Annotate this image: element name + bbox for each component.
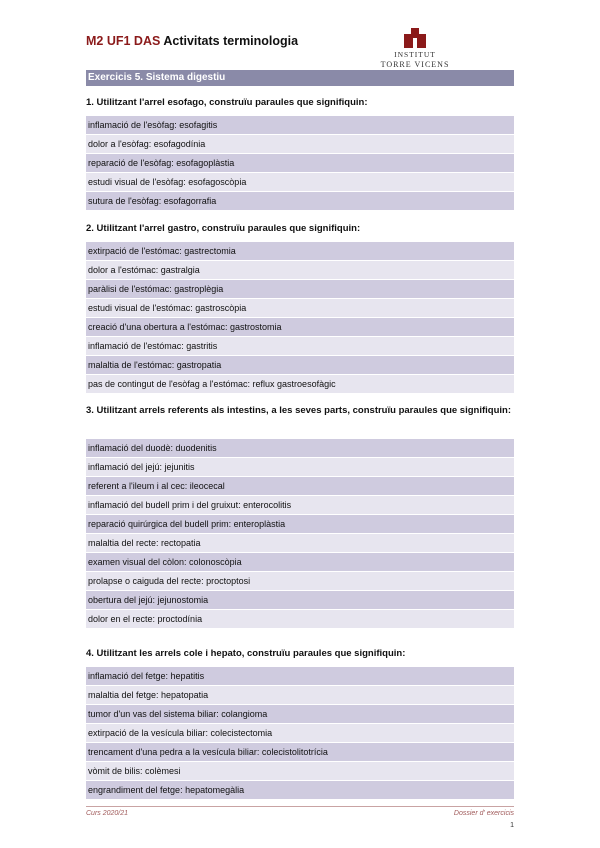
answer-row: paràlisi de l'estómac: gastroplègia	[86, 280, 514, 298]
question-3-prompt: 3. Utilitzant arrels referents als intestins, a les seves parts, construïu paraules que signifiquin:	[86, 405, 511, 416]
answer-row: inflamació de l'esòfag: esofagitis	[86, 116, 514, 134]
document-title: Activitats terminologia	[163, 34, 299, 48]
answer-row: sutura de l'esòfag: esofagorrafia	[86, 192, 514, 210]
answer-row: extirpació de l'estómac: gastrectomia	[86, 242, 514, 260]
question-1-answers	[86, 116, 514, 211]
answer-row: estudi visual de l'esòfag: esofagoscòpia	[86, 173, 514, 191]
logo-text-line2: TORRE VICENS	[380, 60, 450, 69]
answer-row: dolor a l'esòfag: esofagodínia	[86, 135, 514, 153]
answer-row: inflamació del jejú: jejunitis	[86, 458, 514, 476]
answer-row: inflamació de l'estómac: gastritis	[86, 337, 514, 355]
question-3-answers	[86, 439, 514, 629]
page-number: 1	[510, 822, 514, 829]
institute-logo	[380, 28, 450, 72]
answer-row: obertura del jejú: jejunostomia	[86, 591, 514, 609]
question-4-prompt: 4. Utilitzant les arrels cole i hepato, construïu paraules que signifiquin:	[86, 648, 406, 659]
answer-row: engrandiment del fetge: hepatomegàlia	[86, 781, 514, 799]
answer-row: inflamació del fetge: hepatitis	[86, 667, 514, 685]
question-2-answers	[86, 242, 514, 394]
document-header	[86, 34, 298, 48]
footer-course: Curs 2020/21	[86, 810, 129, 817]
answer-row: creació d'una obertura a l'estómac: gastrostomia	[86, 318, 514, 336]
answer-row: malaltia del fetge: hepatopatia	[86, 686, 514, 704]
answer-row: pas de contingut de l'esòfag a l'estómac: reflux gastroesofàgic	[86, 375, 514, 393]
answer-row: malaltia del recte: rectopatia	[86, 534, 514, 552]
tower-icon	[402, 28, 428, 48]
answer-row: tumor d'un vas del sistema biliar: colangioma	[86, 705, 514, 723]
answer-row: extirpació de la vesícula biliar: colecistectomia	[86, 724, 514, 742]
question-2-prompt: 2. Utilitzant l'arrel gastro, construïu paraules que signifiquin:	[86, 223, 361, 234]
answer-row: reparació quirúrgica del budell prim: enteroplàstia	[86, 515, 514, 533]
question-1-prompt: 1. Utilitzant l'arrel esofago, construïu paraules que signifiquin:	[86, 97, 368, 108]
logo-text-line1: INSTITUT	[394, 50, 436, 59]
answer-row: reparació de l'esòfag: esofagoplàstia	[86, 154, 514, 172]
answer-row: dolor en el recte: proctodínia	[86, 610, 514, 628]
answer-row: examen visual del còlon: colonoscòpia	[86, 553, 514, 571]
answer-row: dolor a l'estómac: gastralgia	[86, 261, 514, 279]
question-4-answers	[86, 667, 514, 800]
answer-row: inflamació del budell prim i del gruixut: enterocolitis	[86, 496, 514, 514]
footer-dossier: Dossier d' exercicis	[453, 810, 514, 817]
answer-row: trencament d'una pedra a la vesícula biliar: colecistolitotrícia	[86, 743, 514, 761]
answer-row: estudi visual de l'estómac: gastroscòpia	[86, 299, 514, 317]
module-code: M2 UF1 DAS	[86, 34, 161, 48]
answer-row: prolapse o caiguda del recte: proctoptosi	[86, 572, 514, 590]
answer-row: referent a l'ileum i al cec: ileocecal	[86, 477, 514, 495]
answer-row: inflamació del duodè: duodenitis	[86, 439, 514, 457]
section-title: Exercicis 5. Sistema digestiu	[86, 70, 514, 86]
footer-divider	[86, 806, 514, 807]
answer-row: malaltia de l'estómac: gastropatia	[86, 356, 514, 374]
answer-row: vòmit de bilis: colèmesi	[86, 762, 514, 780]
